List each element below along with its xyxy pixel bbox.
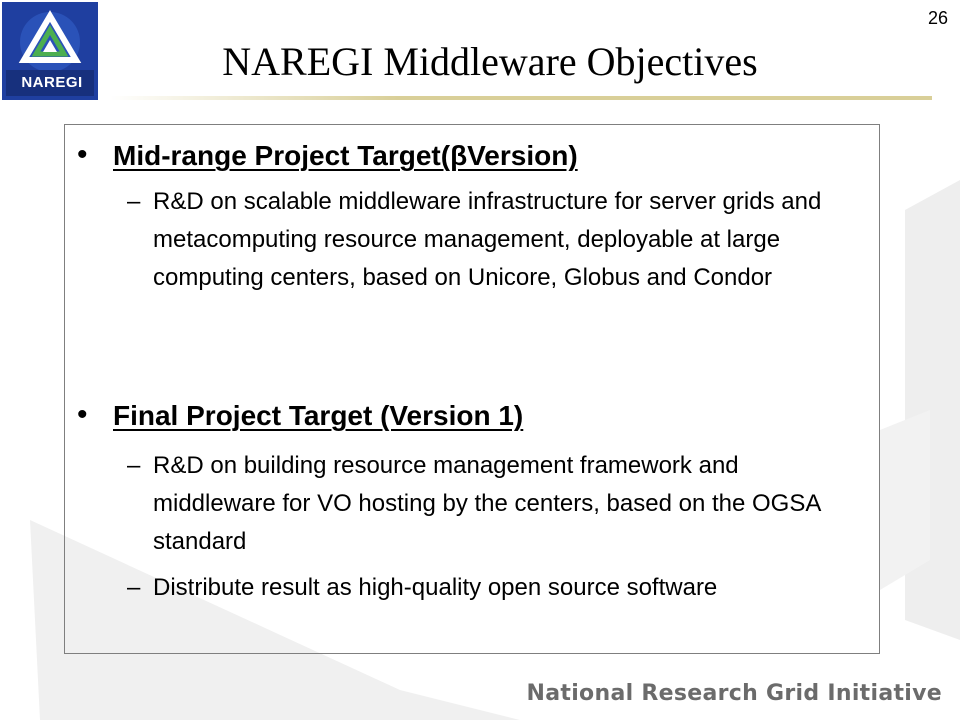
logo-label: NAREGI bbox=[21, 74, 83, 91]
dash-icon: – bbox=[127, 188, 141, 215]
dash-icon: – bbox=[127, 452, 141, 479]
slide-number: 26 bbox=[927, 8, 948, 28]
slide-title: NAREGI Middleware Objectives bbox=[222, 39, 758, 84]
content-box bbox=[64, 124, 880, 654]
title-divider bbox=[110, 96, 932, 100]
section-item-mid-range-1: R&D on scalable middleware infrastructure for server grids and metacomputing resource management, deployable at large computing centers, based on Unicore, Globus and Condor bbox=[153, 188, 822, 291]
naregi-logo bbox=[2, 2, 98, 100]
section-heading-mid-range: Mid-range Project Target(βVersion) bbox=[113, 140, 578, 171]
section-item-final-2: Distribute result as high-quality open source software bbox=[153, 574, 718, 601]
section-item-final-1: R&D on building resource management framework and middleware for VO hosting by the centers, based on the OGSA standard bbox=[153, 452, 821, 555]
section-heading-final: Final Project Target (Version 1) bbox=[113, 400, 524, 431]
bullet-icon: • bbox=[77, 138, 88, 171]
bullet-icon: • bbox=[77, 398, 88, 431]
footer-initiative-name: National Research Grid Initiative bbox=[526, 681, 942, 706]
dash-icon: – bbox=[127, 574, 141, 601]
